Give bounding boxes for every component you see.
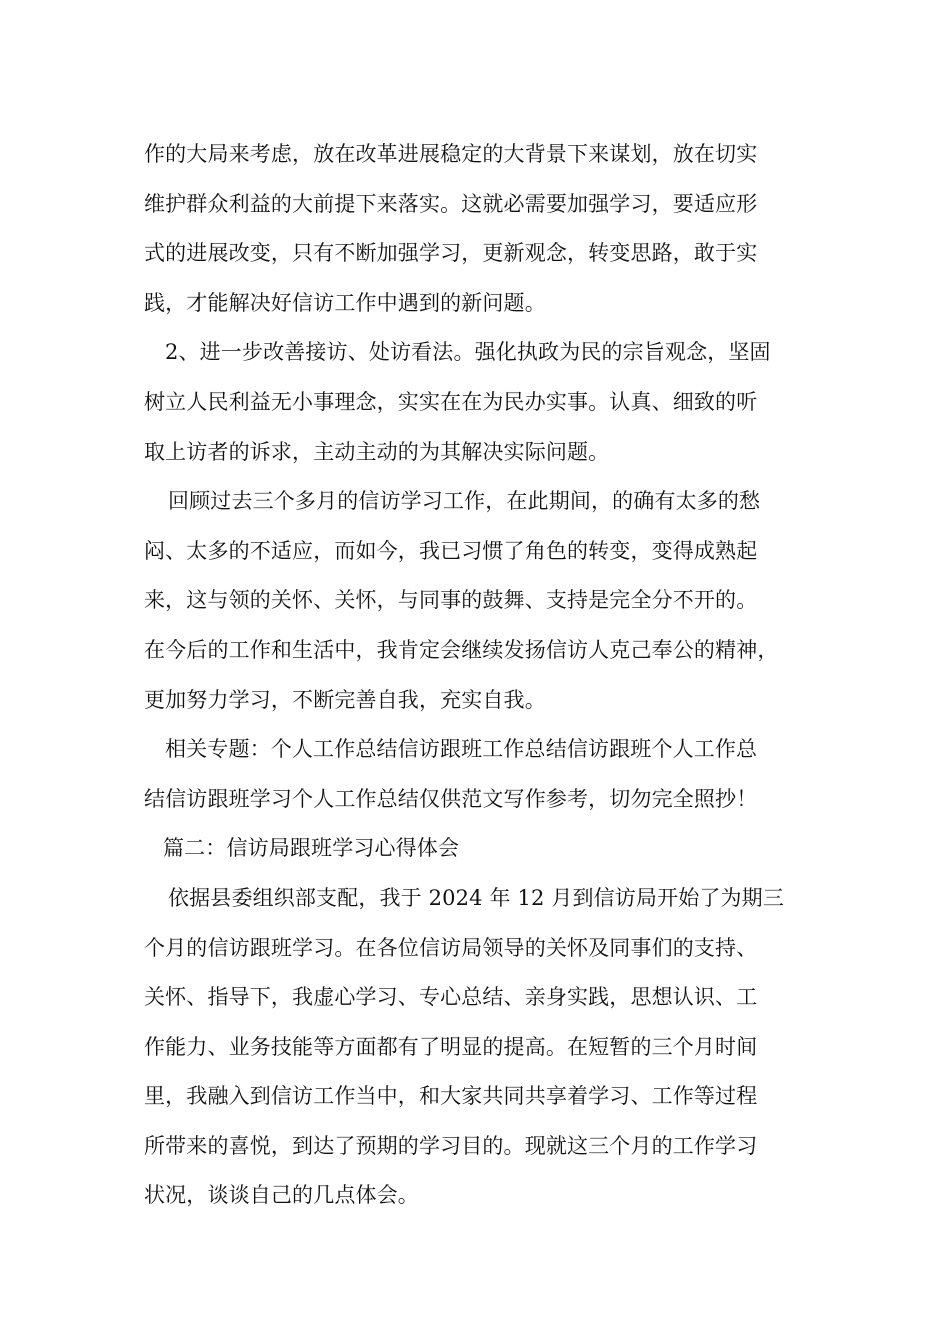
section-heading: 篇二：信访局跟班学习心得体会: [163, 836, 460, 861]
paragraph-start-line: 依据县委组织部支配，我于 2024 年 12 月到信访局开始了为期三: [168, 885, 784, 910]
text-line: 在今后的工作和生活中，我肯定会继续发扬信访人克己奉公的精神，: [144, 637, 779, 662]
paragraph-start-line: 相关专题：个人工作总结信访跟班工作总结信访跟班个人工作总: [165, 737, 758, 762]
text-line: 作的大局来考虑，放在改革进展稳定的大背景下来谋划，放在切实: [144, 142, 758, 166]
text-line: 树立人民利益无小事理念，实实在在为民办实事。认真、细致的听: [144, 389, 758, 414]
text-line: 更加努力学习，不断完善自我，充实自我。: [144, 687, 546, 712]
text-line: 取上访者的诉求，主动主动的为其解决实际问题。: [144, 439, 610, 464]
text-line: 式的进展改变，只有不断加强学习，更新观念，转变思路，敢于实: [144, 241, 758, 266]
text-line: 作能力、业务技能等方面都有了明显的提高。在短暂的三个月时间: [144, 1034, 758, 1059]
text-line: 来，这与领的关怀、关怀，与同事的鼓舞、支持是完全分不开的。: [144, 588, 758, 613]
text-line: 个月的信访跟班学习。在各位信访局领导的关怀及同事们的支持、: [144, 935, 758, 960]
text-line: 结信访跟班学习个人工作总结仅供范文写作参考，切勿完全照抄！: [144, 786, 758, 811]
text-line: 所带来的喜悦，到达了预期的学习目的。现就这三个月的工作学习: [144, 1133, 758, 1158]
paragraph-start-line: 回顾过去三个多月的信访学习工作，在此期间，的确有太多的愁: [168, 489, 761, 514]
text-line: 关怀、指导下，我虚心学习、专心总结、亲身实践，思想认识、工: [144, 985, 758, 1010]
document-body: [144, 130, 824, 1221]
text-line: 状况，谈谈自己的几点体会。: [144, 1183, 419, 1208]
paragraph-start-line: 2、进一步改善接访、处访看法。强化执政为民的宗旨观念，坚固: [165, 340, 771, 365]
text-line: 维护群众利益的大前提下来落实。这就必需要加强学习，要适应形: [144, 191, 758, 216]
text-line: 闷、太多的不适应，而如今，我已习惯了角色的转变，变得成熟起: [144, 538, 758, 563]
text-line: 里，我融入到信访工作当中，和大家共同共享着学习、工作等过程: [144, 1084, 758, 1109]
text-line: 践，才能解决好信访工作中遇到的新问题。: [144, 290, 546, 315]
